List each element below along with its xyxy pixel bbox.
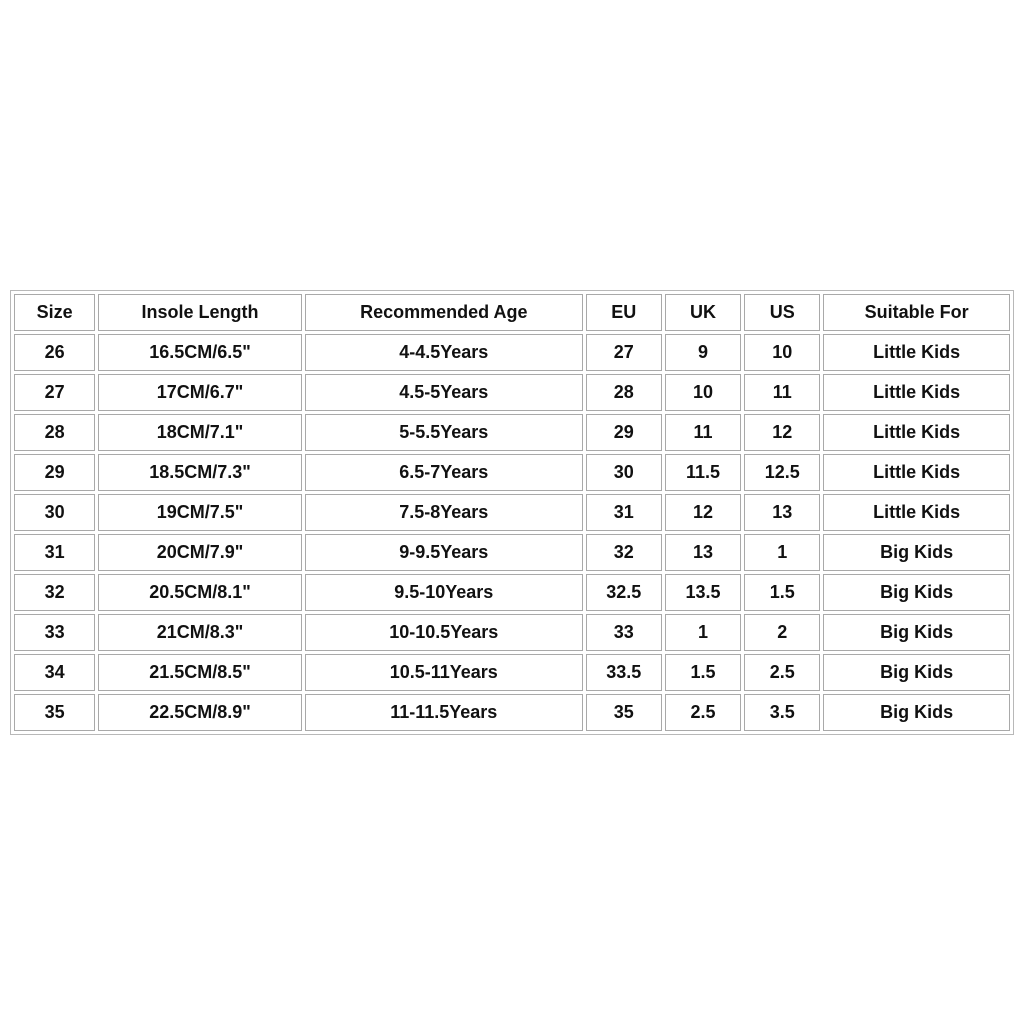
cell-uk: 11 [665,414,741,451]
cell-recommended-age: 4-4.5Years [305,334,583,371]
cell-uk: 11.5 [665,454,741,491]
cell-size: 27 [14,374,95,411]
cell-eu: 30 [586,454,662,491]
table-row [14,494,1010,531]
cell-suitable-for: Big Kids [823,574,1010,611]
cell-uk: 1 [665,614,741,651]
cell-eu: 33.5 [586,654,662,691]
table-row [14,654,1010,691]
size-chart-table [11,291,1013,734]
cell-eu: 27 [586,334,662,371]
cell-suitable-for: Big Kids [823,614,1010,651]
cell-us: 2 [744,614,820,651]
table-row [14,454,1010,491]
cell-size: 34 [14,654,95,691]
table-row [14,414,1010,451]
cell-insole-length: 20.5CM/8.1" [98,574,302,611]
table-row [14,534,1010,571]
cell-us: 13 [744,494,820,531]
cell-insole-length: 21CM/8.3" [98,614,302,651]
cell-size: 30 [14,494,95,531]
header-uk: UK [665,294,741,331]
cell-us: 3.5 [744,694,820,731]
cell-eu: 32 [586,534,662,571]
cell-insole-length: 21.5CM/8.5" [98,654,302,691]
cell-us: 1 [744,534,820,571]
table-row [14,574,1010,611]
table-row [14,614,1010,651]
header-recommended-age: Recommended Age [305,294,583,331]
cell-recommended-age: 9-9.5Years [305,534,583,571]
header-suitable-for: Suitable For [823,294,1010,331]
cell-recommended-age: 4.5-5Years [305,374,583,411]
cell-size: 35 [14,694,95,731]
cell-uk: 1.5 [665,654,741,691]
cell-insole-length: 18CM/7.1" [98,414,302,451]
cell-us: 10 [744,334,820,371]
cell-eu: 32.5 [586,574,662,611]
cell-suitable-for: Little Kids [823,334,1010,371]
cell-recommended-age: 11-11.5Years [305,694,583,731]
cell-us: 2.5 [744,654,820,691]
cell-recommended-age: 10-10.5Years [305,614,583,651]
cell-uk: 9 [665,334,741,371]
cell-suitable-for: Little Kids [823,494,1010,531]
cell-insole-length: 17CM/6.7" [98,374,302,411]
cell-us: 11 [744,374,820,411]
cell-eu: 29 [586,414,662,451]
cell-suitable-for: Big Kids [823,694,1010,731]
cell-us: 1.5 [744,574,820,611]
cell-suitable-for: Little Kids [823,454,1010,491]
cell-insole-length: 16.5CM/6.5" [98,334,302,371]
cell-uk: 12 [665,494,741,531]
cell-size: 32 [14,574,95,611]
cell-uk: 13.5 [665,574,741,611]
header-insole-length: Insole Length [98,294,302,331]
table-row [14,334,1010,371]
header-eu: EU [586,294,662,331]
cell-recommended-age: 7.5-8Years [305,494,583,531]
header-size: Size [14,294,95,331]
cell-suitable-for: Little Kids [823,374,1010,411]
table-row [14,374,1010,411]
cell-suitable-for: Big Kids [823,654,1010,691]
cell-suitable-for: Big Kids [823,534,1010,571]
cell-size: 26 [14,334,95,371]
cell-size: 28 [14,414,95,451]
cell-recommended-age: 10.5-11Years [305,654,583,691]
cell-suitable-for: Little Kids [823,414,1010,451]
cell-insole-length: 18.5CM/7.3" [98,454,302,491]
cell-recommended-age: 5-5.5Years [305,414,583,451]
cell-size: 31 [14,534,95,571]
cell-insole-length: 20CM/7.9" [98,534,302,571]
cell-eu: 35 [586,694,662,731]
cell-uk: 10 [665,374,741,411]
cell-eu: 31 [586,494,662,531]
cell-us: 12.5 [744,454,820,491]
header-us: US [744,294,820,331]
cell-size: 33 [14,614,95,651]
cell-us: 12 [744,414,820,451]
cell-eu: 33 [586,614,662,651]
cell-eu: 28 [586,374,662,411]
cell-uk: 13 [665,534,741,571]
table-row [14,694,1010,731]
cell-insole-length: 19CM/7.5" [98,494,302,531]
size-chart-frame [10,290,1014,735]
cell-recommended-age: 9.5-10Years [305,574,583,611]
header-row [14,294,1010,331]
cell-uk: 2.5 [665,694,741,731]
cell-insole-length: 22.5CM/8.9" [98,694,302,731]
cell-recommended-age: 6.5-7Years [305,454,583,491]
cell-size: 29 [14,454,95,491]
